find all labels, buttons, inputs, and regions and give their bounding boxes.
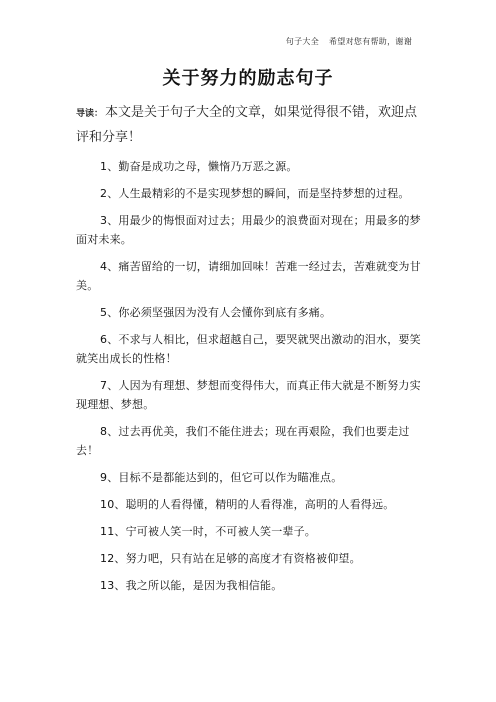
intro-text: 本文是关于句子大全的文章，如果觉得很不错，欢迎点评和分享！ xyxy=(76,105,418,145)
quote-item-11: 11、宁可被人笑一时，不可被人笑一辈子。 xyxy=(100,525,316,538)
intro-label: 导读： xyxy=(76,109,104,119)
quote-item-5: 5、你必须坚强因为没有人会懂你到底有多痛。 xyxy=(100,306,332,319)
quote-item-13: 13、我之所以能，是因为我相信能。 xyxy=(100,579,283,592)
header-right-text: 希望对您有帮助，谢谢 xyxy=(329,37,412,46)
intro-paragraph xyxy=(76,101,422,149)
quote-item-9: 9、目标不是都能达到的，但它可以作为瞄准点。 xyxy=(100,471,343,484)
quote-item-2: 2、人生最精彩的不是实现梦想的瞬间，而是坚持梦想的过程。 xyxy=(100,187,410,200)
page-header xyxy=(286,36,412,47)
quote-item-8: 8、过去再优美，我们不能住进去；现在再艰险，我们也要走过去！ xyxy=(76,425,410,457)
header-left-text: 句子大全 xyxy=(285,37,319,46)
quote-item-1: 1、勤奋是成功之母，懒惰乃万恶之源。 xyxy=(100,160,298,173)
quote-item-6: 6、不求与人相比，但求超越自己，要哭就哭出激动的泪水，要笑就笑出成长的性格！ xyxy=(76,333,421,365)
quote-item-3: 3、用最少的悔恨面对过去；用最少的浪费面对现在；用最多的梦面对未来。 xyxy=(76,214,421,246)
document-title: 关于努力的励志句子 xyxy=(162,68,334,89)
quote-item-12: 12、努力吧，只有站在足够的高度才有资格被仰望。 xyxy=(100,552,361,565)
document-body xyxy=(76,101,422,603)
quote-item-10: 10、聪明的人看得懂，精明的人看得准，高明的人看得远。 xyxy=(100,498,395,511)
quote-item-4: 4、痛苦留给的一切，请细加回味！苦难一经过去，苦难就变为甘美。 xyxy=(76,260,421,292)
quote-item-7: 7、人因为有理想、梦想而变得伟大，而真正伟大就是不断努力实现理想、梦想。 xyxy=(76,379,421,411)
